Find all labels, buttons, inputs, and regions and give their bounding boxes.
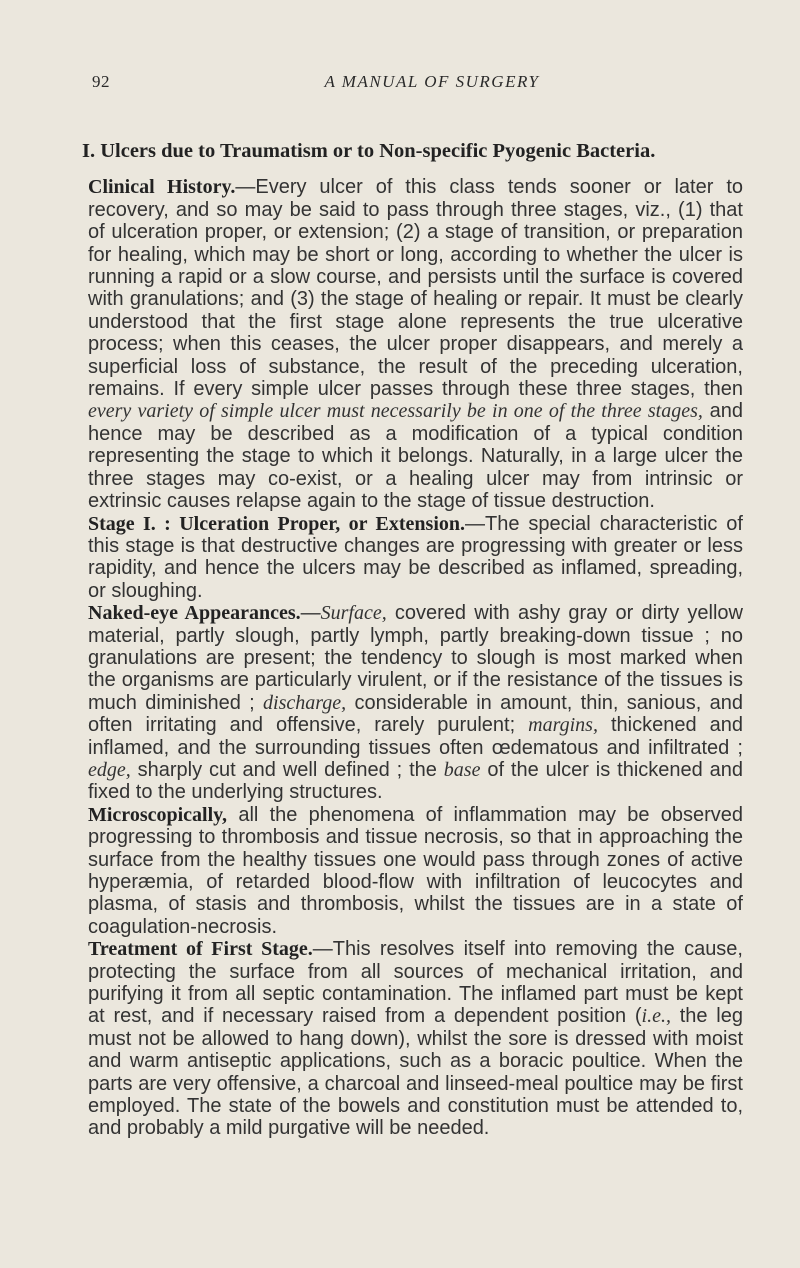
paragraph-lead: Microscopically, <box>88 803 228 826</box>
paragraph-lead: Treatment of First Stage. <box>88 938 313 961</box>
paragraph-lead: Stage I. : Ulceration Proper, or Extension. <box>88 512 466 535</box>
paragraph-text: thickened and inflamed, and the surrounding tissues often œdematous and infiltrated ; <box>88 714 743 759</box>
paragraph-microscopically <box>88 804 743 938</box>
italic-term: discharge, <box>263 691 347 714</box>
page-body <box>82 140 744 1140</box>
running-title: A MANUAL OF SURGERY <box>324 72 540 91</box>
italic-term: margins, <box>528 714 598 737</box>
running-header <box>92 72 742 96</box>
italic-term: edge, <box>88 758 131 781</box>
italic-term: Surface, <box>320 602 387 625</box>
paragraph-text: of the ulcer is thickened and fixed to the underlying structures. <box>88 758 744 804</box>
paragraph-text: sharply cut and well defined ; the <box>130 758 444 781</box>
paragraph-text: the leg must not be allowed to hang down), whilst the sore is dressed with moist and warm antiseptic applications, such as a boracic poultice. When the parts are very offensive, a charcoal and linseed-meal poultice may be first employed. The state of the bowels and constitution must be attended to, and probably a mild purgative will be needed. <box>88 1005 743 1140</box>
paragraph-text: —The special characteristic of this stage is that destructive changes are progressing with greater or less rapidity, and hence the ulcers may be described as inflamed, spreading, or sloughing. <box>88 512 743 602</box>
page-number: 92 <box>92 72 110 91</box>
paragraph-treatment <box>88 938 743 1140</box>
paragraph-text: all the phenomena of inflammation may be observed progressing to thrombosis and tissue necrosis, so that in approaching the surface from the healthy tissues one would pass through zones of active hyperæmia, of retarded blood-flow with infiltration of leucocytes and plasma, of stasis and thrombosis, whilst the tissues are in a state of coagulation-necrosis. <box>88 803 743 938</box>
italic-term: base <box>443 758 481 781</box>
paragraph-lead: Naked-eye Appearances. <box>88 602 301 625</box>
paragraph-text: and hence may be described as a modification of a typical condition representing the stage to which it belongs. Naturally, in a large ulcer the three stages may co-exist, or a healing ulcer may from intrinsic or extrinsic causes relapse again to the stage of tissue destruction. <box>88 400 743 513</box>
paragraph-text: — <box>300 602 321 625</box>
paragraph-text: —Every ulcer of this class tends sooner or later to recovery, and so may be said to pass through three stages, viz., (1) that of ulceration proper, or extension; (2) a stage of transition, or preparation for healing, which may be short or long, according to whether the ulcer is running a rapid or a slow course, and persists until the surface is covered with granulations; and (3) the stage of healing or repair. It must be clearly understood that the first stage alone represents the true ulcerative process; when this ceases, the ulcer proper disappears, and merely a superficial loss of substance, the result of the preceding ulceration, remains. If every simple ulcer passes through these three stages, then <box>88 176 743 401</box>
paragraph-lead: Clinical History. <box>88 176 236 199</box>
paragraph-stage-one <box>88 513 743 603</box>
paragraph-naked-eye <box>88 602 743 804</box>
italic-term: i.e., <box>641 1005 671 1028</box>
italic-phrase: every variety of simple ulcer must necessarily be in one of the three stages, <box>88 400 703 423</box>
paragraph-text: considerable in amount, thin, sanious, and often irritating and offensive, rarely purulent; <box>88 691 743 737</box>
paragraph-text: —This resolves itself into removing the cause, protecting the surface from all sources of mechanical irritation, and purifying it from all septic contamination. The inflamed part must be kept at rest, and if necessary raised from a dependent position ( <box>88 938 743 1028</box>
section-heading: I. Ulcers due to Traumatism or to Non-specific Pyogenic Bacteria. <box>82 140 656 162</box>
paragraph-text: covered with ashy gray or dirty yellow material, partly slough, partly lymph, partly breaking-down tissue ; no granulations are present; the tendency to slough is most marked when the organisms are particularly virulent, or if the resistance of the tissues is much diminished ; <box>88 602 743 714</box>
paragraph-clinical-history <box>88 176 743 512</box>
